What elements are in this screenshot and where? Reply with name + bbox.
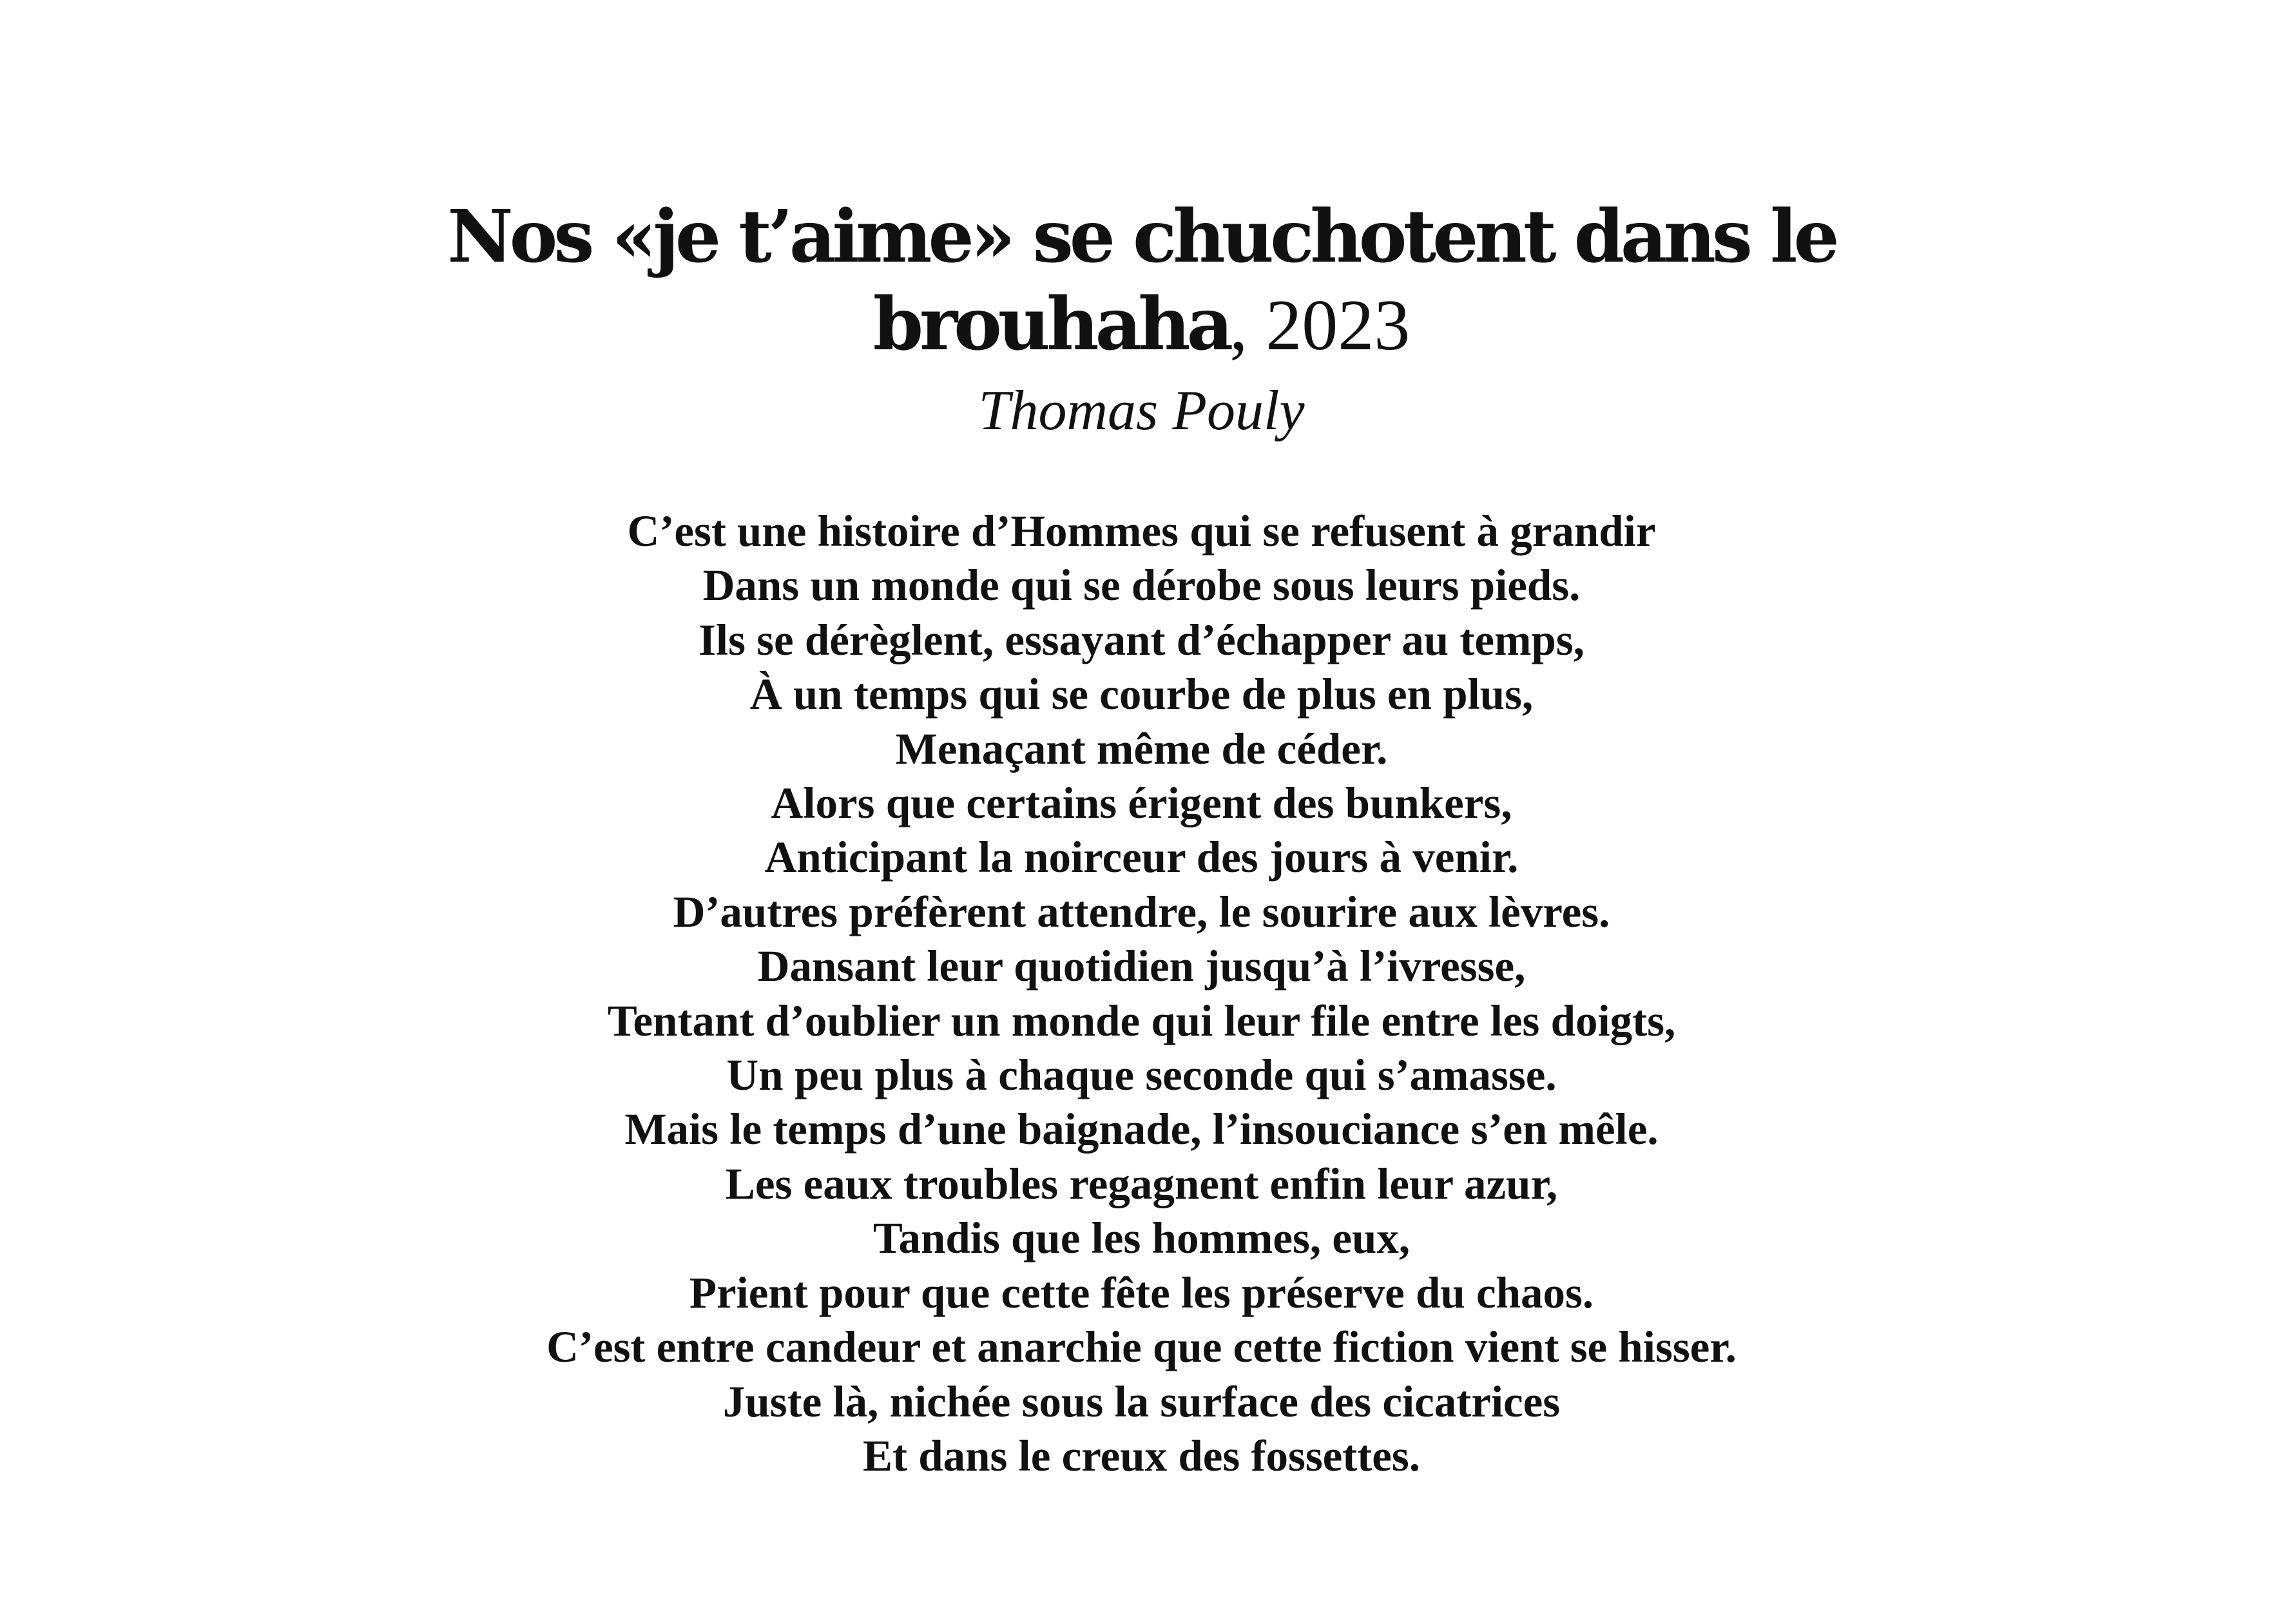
poem-line: C’est entre candeur et anarchie que cette fiction vient se hisser. bbox=[546, 1322, 1737, 1372]
poem-line: D’autres préfèrent attendre, le sourire aux lèvres. bbox=[673, 887, 1610, 936]
poem-line: Tentant d’oublier un monde qui leur file entre les doigts, bbox=[607, 996, 1676, 1045]
poem-line: Prient pour que cette fête les préserve du chaos. bbox=[689, 1268, 1594, 1317]
page-title bbox=[0, 193, 2283, 369]
year-separator: , bbox=[1229, 285, 1266, 365]
poem-line: Dans un monde qui se dérobe sous leurs pieds. bbox=[702, 561, 1581, 610]
poem-line: C’est une histoire d’Hommes qui se refusent à grandir bbox=[627, 507, 1656, 556]
poem-line: Tandis que les hommes, eux, bbox=[872, 1213, 1411, 1263]
title-line-2: brouhaha bbox=[872, 282, 1230, 367]
author-name: Thomas Pouly bbox=[978, 380, 1305, 442]
title-line-1: Nos «je t’aime» se chuchotent dans le bbox=[447, 195, 1836, 279]
year: 2023 bbox=[1266, 285, 1411, 365]
poem-line: Mais le temps d’une baignade, l’insouciance s’en mêle. bbox=[624, 1105, 1659, 1154]
poem-line: Anticipant la noirceur des jours à venir. bbox=[764, 833, 1519, 882]
poem-line: Et dans le creux des fossettes. bbox=[863, 1431, 1420, 1480]
poem-line: À un temps qui se courbe de plus en plus, bbox=[749, 670, 1534, 719]
poem-line: Juste là, nichée sous la surface des cicatrices bbox=[722, 1377, 1561, 1426]
poem-line: Menaçant même de céder. bbox=[895, 724, 1388, 773]
poem-line: Alors que certains érigent des bunkers, bbox=[771, 778, 1512, 828]
title-block bbox=[0, 193, 2283, 447]
poem-line: Dansant leur quotidien jusqu’à l’ivresse, bbox=[757, 942, 1526, 991]
poem-line: Un peu plus à chaque seconde qui s’amasse. bbox=[726, 1050, 1557, 1100]
poem-line: Les eaux troubles regagnent enfin leur azur, bbox=[725, 1159, 1558, 1208]
poem-text bbox=[0, 504, 2283, 1483]
poem-line: Ils se dérèglent, essayant d’échapper au temps, bbox=[698, 615, 1585, 664]
